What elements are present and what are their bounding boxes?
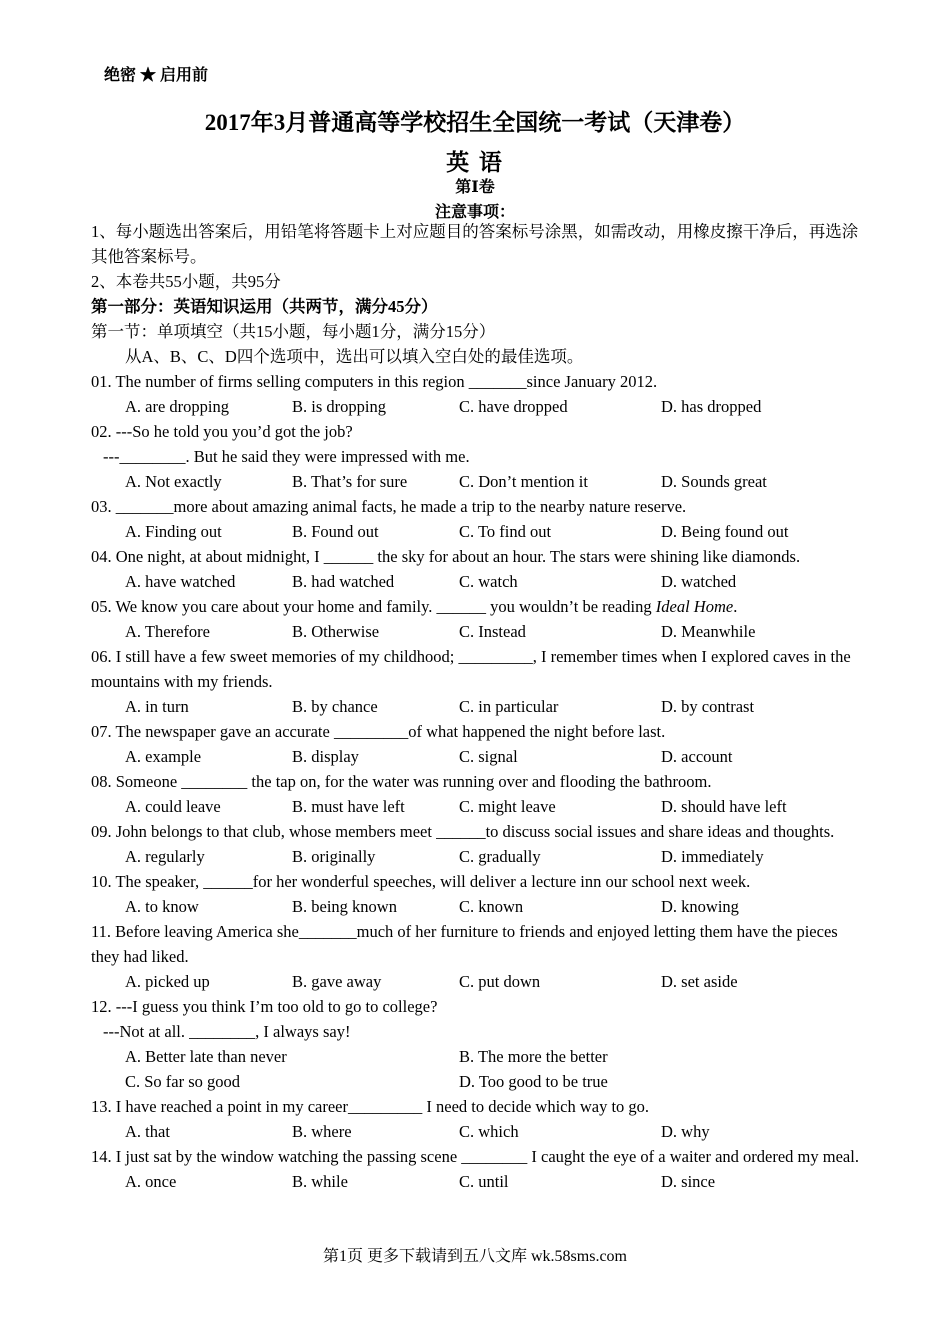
- question-stem: 12. ---I guess you think I’m too old to go to college?: [91, 997, 438, 1016]
- question-stem: 10. The speaker, ______for her wonderful speeches, will deliver a lecture inn our school next week.: [91, 872, 751, 891]
- option-row: [91, 894, 861, 919]
- option-c[interactable]: C. which: [459, 1122, 519, 1141]
- option-a[interactable]: A. example: [125, 747, 202, 766]
- notice-title: 注意事项：: [434, 204, 515, 221]
- question-stem: 01. The number of firms selling computers in this region _______since January 2012.: [91, 372, 658, 391]
- option-a[interactable]: A. Therefore: [125, 622, 210, 641]
- option-c[interactable]: C. put down: [459, 972, 541, 991]
- instruction: 从A、B、C、D四个选项中，选出可以填入空白处的最佳选项。: [125, 347, 584, 366]
- exam-content: [91, 219, 861, 1194]
- option-b[interactable]: B. had watched: [292, 572, 395, 591]
- option-b[interactable]: B. originally: [292, 847, 376, 866]
- option-c[interactable]: C. known: [459, 897, 524, 916]
- option-d[interactable]: D. Meanwhile: [661, 622, 756, 641]
- volume-label: 第Ⅰ卷: [455, 179, 495, 196]
- option-a[interactable]: A. Finding out: [125, 522, 222, 541]
- option-row: [91, 794, 861, 819]
- option-b[interactable]: B. by chance: [292, 697, 378, 716]
- option-c[interactable]: C. So far so good: [125, 1072, 241, 1091]
- option-c[interactable]: C. Instead: [459, 622, 526, 641]
- question-stem: 02. ---So he told you you’d got the job?: [91, 422, 353, 441]
- question-stem-continued: ---Not at all. ________, I always say!: [103, 1022, 351, 1041]
- option-a[interactable]: A. have watched: [125, 572, 236, 591]
- question-stem: 13. I have reached a point in my career_________ I need to decide which way to go.: [91, 1097, 650, 1116]
- question-stem: 11. Before leaving America she_______much of her furniture to friends and enjoyed letting them have the pieces they had liked.: [91, 922, 838, 966]
- question-stem: 09. John belongs to that club, whose members meet ______to discuss social issues and share ideas and thoughts.: [91, 822, 835, 841]
- exam-title: 2017年3月普通高等学校招生全国统一考试（天津卷）: [204, 110, 746, 135]
- option-row: [91, 844, 861, 869]
- option-b[interactable]: B. display: [292, 747, 359, 766]
- option-d[interactable]: D. Too good to be true: [459, 1072, 608, 1091]
- option-d[interactable]: D. by contrast: [661, 697, 755, 716]
- option-c[interactable]: C. watch: [459, 572, 518, 591]
- option-a[interactable]: A. could leave: [125, 797, 221, 816]
- question-stem-continued: ---________. But he said they were impressed with me.: [103, 447, 470, 466]
- option-d[interactable]: D. immediately: [661, 847, 764, 866]
- question-stem: 06. I still have a few sweet memories of my childhood; _________, I remember times when I explored caves in the mountains with my friends.: [91, 647, 851, 691]
- option-row: [91, 619, 861, 644]
- option-c[interactable]: C. signal: [459, 747, 518, 766]
- question-stem-end: .: [733, 597, 738, 616]
- subject-title: 英 语: [446, 150, 504, 175]
- option-a[interactable]: A. regularly: [125, 847, 205, 866]
- question-stem-text: 05. We know you care about your home and family. ______ you wouldn’t be reading: [91, 597, 656, 616]
- option-b[interactable]: B. Otherwise: [292, 622, 380, 641]
- option-a[interactable]: A. Not exactly: [125, 472, 222, 491]
- option-a[interactable]: A. once: [125, 1172, 177, 1191]
- option-a[interactable]: A. in turn: [125, 697, 189, 716]
- option-a[interactable]: A. that: [125, 1122, 170, 1141]
- option-a[interactable]: A. are dropping: [125, 397, 230, 416]
- option-d[interactable]: D. account: [661, 747, 733, 766]
- option-a[interactable]: A. picked up: [125, 972, 210, 991]
- option-d[interactable]: D. why: [661, 1122, 710, 1141]
- question-stem: 04. One night, at about midnight, I ______ the sky for about an hour. The stars were shining like diamonds.: [91, 547, 801, 566]
- option-row: [91, 519, 861, 544]
- question-stem: 14. I just sat by the window watching the passing scene ________ I caught the eye of a waiter and ordered my meal.: [91, 1147, 859, 1166]
- option-c[interactable]: C. Don’t mention it: [459, 472, 588, 491]
- option-d[interactable]: D. Sounds great: [661, 472, 767, 491]
- confidential-label: 绝密 ★ 启用前: [104, 67, 209, 84]
- option-c[interactable]: C. might leave: [459, 797, 556, 816]
- option-row: [91, 569, 861, 594]
- option-d[interactable]: D. knowing: [661, 897, 739, 916]
- section-title: 第一节：单项填空（共15小题，每小题1分，满分15分）: [91, 322, 496, 341]
- question-stem: [91, 594, 861, 619]
- option-b[interactable]: B. is dropping: [292, 397, 386, 416]
- notice-item: 2、本卷共55小题，共95分: [91, 272, 281, 291]
- option-b[interactable]: B. That’s for sure: [292, 472, 408, 491]
- option-d[interactable]: D. has dropped: [661, 397, 762, 416]
- option-a[interactable]: A. Better late than never: [125, 1047, 287, 1066]
- question-stem: 08. Someone ________ the tap on, for the water was running over and flooding the bathroom.: [91, 772, 712, 791]
- option-b[interactable]: B. while: [292, 1172, 348, 1191]
- option-b[interactable]: B. Found out: [292, 522, 379, 541]
- option-d[interactable]: D. should have left: [661, 797, 787, 816]
- option-d[interactable]: D. Being found out: [661, 522, 789, 541]
- question-stem: 03. _______more about amazing animal facts, he made a trip to the nearby nature reserve.: [91, 497, 687, 516]
- option-c[interactable]: C. have dropped: [459, 397, 568, 416]
- option-b[interactable]: B. The more the better: [459, 1047, 608, 1066]
- option-row: [91, 394, 861, 419]
- option-row: [91, 694, 861, 719]
- option-b[interactable]: B. where: [292, 1122, 352, 1141]
- page-footer: 第1页 更多下载请到五八文库 wk.58sms.com: [322, 1248, 627, 1265]
- option-c[interactable]: C. gradually: [459, 847, 541, 866]
- option-d[interactable]: D. since: [661, 1172, 716, 1191]
- notice-item: 1、每小题选出答案后，用铅笔将答题卡上对应题目的答案标号涂黑，如需改动，用橡皮擦干净后，再选涂其他答案标号。: [91, 222, 859, 266]
- option-c[interactable]: C. until: [459, 1172, 509, 1191]
- option-row: [91, 969, 861, 994]
- option-d[interactable]: D. set aside: [661, 972, 738, 991]
- option-c[interactable]: C. in particular: [459, 697, 559, 716]
- option-row: [91, 469, 861, 494]
- option-row: [91, 1044, 861, 1069]
- question-stem: 07. The newspaper gave an accurate _________of what happened the night before last.: [91, 722, 666, 741]
- option-b[interactable]: B. being known: [292, 897, 397, 916]
- magazine-title: Ideal Home: [655, 597, 734, 616]
- option-row: [91, 1069, 861, 1094]
- option-row: [91, 1119, 861, 1144]
- option-b[interactable]: B. must have left: [292, 797, 405, 816]
- option-c[interactable]: C. To find out: [459, 522, 552, 541]
- part-title: 第一部分：英语知识运用（共两节，满分45分）: [91, 297, 438, 316]
- option-row: [91, 1169, 861, 1194]
- option-row: [91, 744, 861, 769]
- option-a[interactable]: A. to know: [125, 897, 199, 916]
- option-b[interactable]: B. gave away: [292, 972, 382, 991]
- option-d[interactable]: D. watched: [661, 572, 737, 591]
